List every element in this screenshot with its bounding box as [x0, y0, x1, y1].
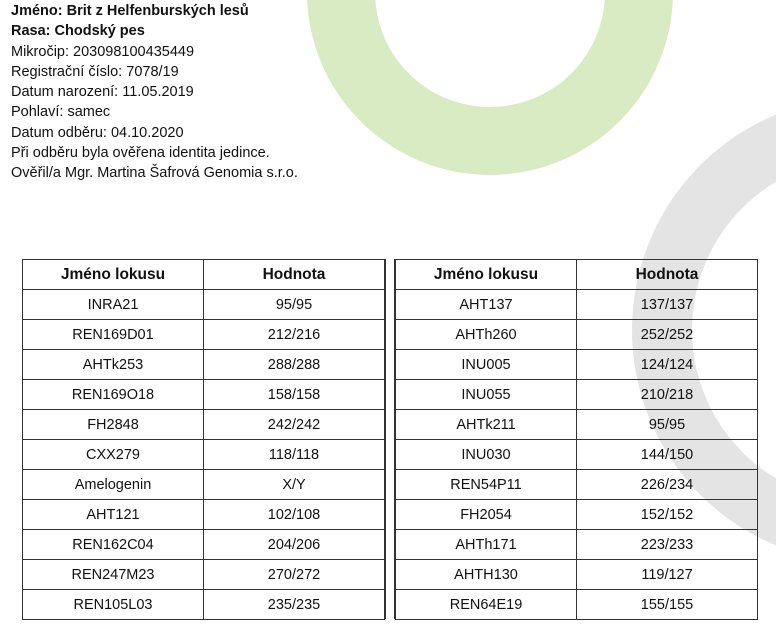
registration-line [11, 62, 298, 82]
header-locus: Jméno lokusu [396, 260, 577, 290]
birth-date-label: Datum narození: [11, 84, 119, 101]
header-value: Hodnota [204, 260, 385, 290]
header-locus: Jméno lokusu [23, 260, 204, 290]
name-label: Jméno: [11, 3, 63, 19]
locus-cell: INRA21 [23, 290, 204, 320]
left-table-body [23, 290, 385, 620]
locus-cell: AHTk211 [396, 410, 577, 440]
value-cell: 152/152 [577, 500, 758, 530]
table-header-row [23, 260, 385, 290]
right-table-body [396, 290, 758, 620]
locus-cell: INU030 [396, 440, 577, 470]
value-cell: 119/127 [577, 560, 758, 590]
loci-table-left [22, 259, 385, 620]
locus-cell: REN162C04 [23, 530, 204, 560]
value-cell: 204/206 [204, 530, 385, 560]
value-cell: 144/150 [577, 440, 758, 470]
locus-cell: REN247M23 [23, 560, 204, 590]
value-cell: 95/95 [204, 290, 385, 320]
table-row [396, 470, 758, 500]
table-row [396, 410, 758, 440]
microchip-line [11, 42, 298, 62]
name-line [11, 1, 298, 21]
value-cell: 226/234 [577, 470, 758, 500]
breed-line [11, 21, 298, 41]
loci-table-right [395, 259, 758, 620]
locus-cell: AHTH130 [396, 560, 577, 590]
value-cell: 252/252 [577, 320, 758, 350]
dog-info-block [11, 1, 298, 184]
value-cell: 158/158 [204, 380, 385, 410]
registration-label: Registrační číslo: [11, 63, 123, 80]
value-cell: 242/242 [204, 410, 385, 440]
table-row [396, 500, 758, 530]
table-row [23, 470, 385, 500]
value-cell: 270/272 [204, 560, 385, 590]
registration-value: 7078/19 [126, 63, 179, 80]
locus-cell: AHTh260 [396, 320, 577, 350]
sample-date-value: 04.10.2020 [110, 124, 184, 141]
locus-cell: Amelogenin [23, 470, 204, 500]
sex-label: Pohlaví: [11, 104, 64, 121]
sex-line [11, 102, 298, 122]
locus-cell: REN169O18 [23, 380, 204, 410]
table-row [23, 320, 385, 350]
value-cell: 155/155 [577, 590, 758, 620]
breed-value: Chodský pes [54, 23, 145, 40]
value-cell: 235/235 [204, 590, 385, 620]
identity-note: Při odběru byla ověřena identita jedince. [11, 145, 270, 162]
locus-cell: AHT137 [396, 290, 577, 320]
value-cell: 210/218 [577, 380, 758, 410]
table-row [396, 290, 758, 320]
green-ring-shape [341, 0, 639, 141]
value-cell: 118/118 [204, 440, 385, 470]
locus-cell: FH2054 [396, 500, 577, 530]
table-row [396, 560, 758, 590]
table-row [396, 320, 758, 350]
locus-cell: INU005 [396, 350, 577, 380]
table-header-row [396, 260, 758, 290]
birth-date-line [11, 82, 298, 102]
locus-cell: REN54P11 [396, 470, 577, 500]
table-row [23, 380, 385, 410]
locus-cell: REN64E19 [396, 590, 577, 620]
locus-cell: FH2848 [23, 410, 204, 440]
table-row [23, 440, 385, 470]
value-cell: X/Y [204, 470, 385, 500]
loci-tables [22, 259, 758, 620]
sample-date-line [11, 123, 298, 143]
microchip-label: Mikročip: [11, 43, 70, 60]
locus-cell: REN169D01 [23, 320, 204, 350]
locus-cell: AHTh171 [396, 530, 577, 560]
microchip-value: 203098100435449 [73, 43, 195, 60]
value-cell: 288/288 [204, 350, 385, 380]
table-divider [385, 259, 395, 619]
value-cell: 102/108 [204, 500, 385, 530]
table-row [23, 590, 385, 620]
table-row [23, 530, 385, 560]
value-cell: 212/216 [204, 320, 385, 350]
table-row [396, 350, 758, 380]
value-cell: 137/137 [577, 290, 758, 320]
locus-cell: REN105L03 [23, 590, 204, 620]
locus-cell: CXX279 [23, 440, 204, 470]
table-row [23, 410, 385, 440]
table-row [23, 500, 385, 530]
value-cell: 95/95 [577, 410, 758, 440]
table-row [396, 380, 758, 410]
verified-by: Ověřil/a Mgr. Martina Šafrová Genomia s.r.o. [11, 165, 298, 182]
table-row [396, 530, 758, 560]
table-row [23, 290, 385, 320]
header-value: Hodnota [577, 260, 758, 290]
table-row [396, 590, 758, 620]
sample-date-label: Datum odběru: [11, 124, 107, 141]
breed-label: Rasa: [11, 23, 51, 40]
locus-cell: AHT121 [23, 500, 204, 530]
value-cell: 124/124 [577, 350, 758, 380]
locus-cell: INU055 [396, 380, 577, 410]
locus-cell: AHTk253 [23, 350, 204, 380]
birth-date-value: 11.05.2019 [122, 84, 194, 101]
table-row [23, 350, 385, 380]
sex-value: samec [67, 104, 111, 121]
table-row [23, 560, 385, 590]
name-value: Brit z Helfenburských lesů [66, 3, 249, 19]
table-row [396, 440, 758, 470]
value-cell: 223/233 [577, 530, 758, 560]
